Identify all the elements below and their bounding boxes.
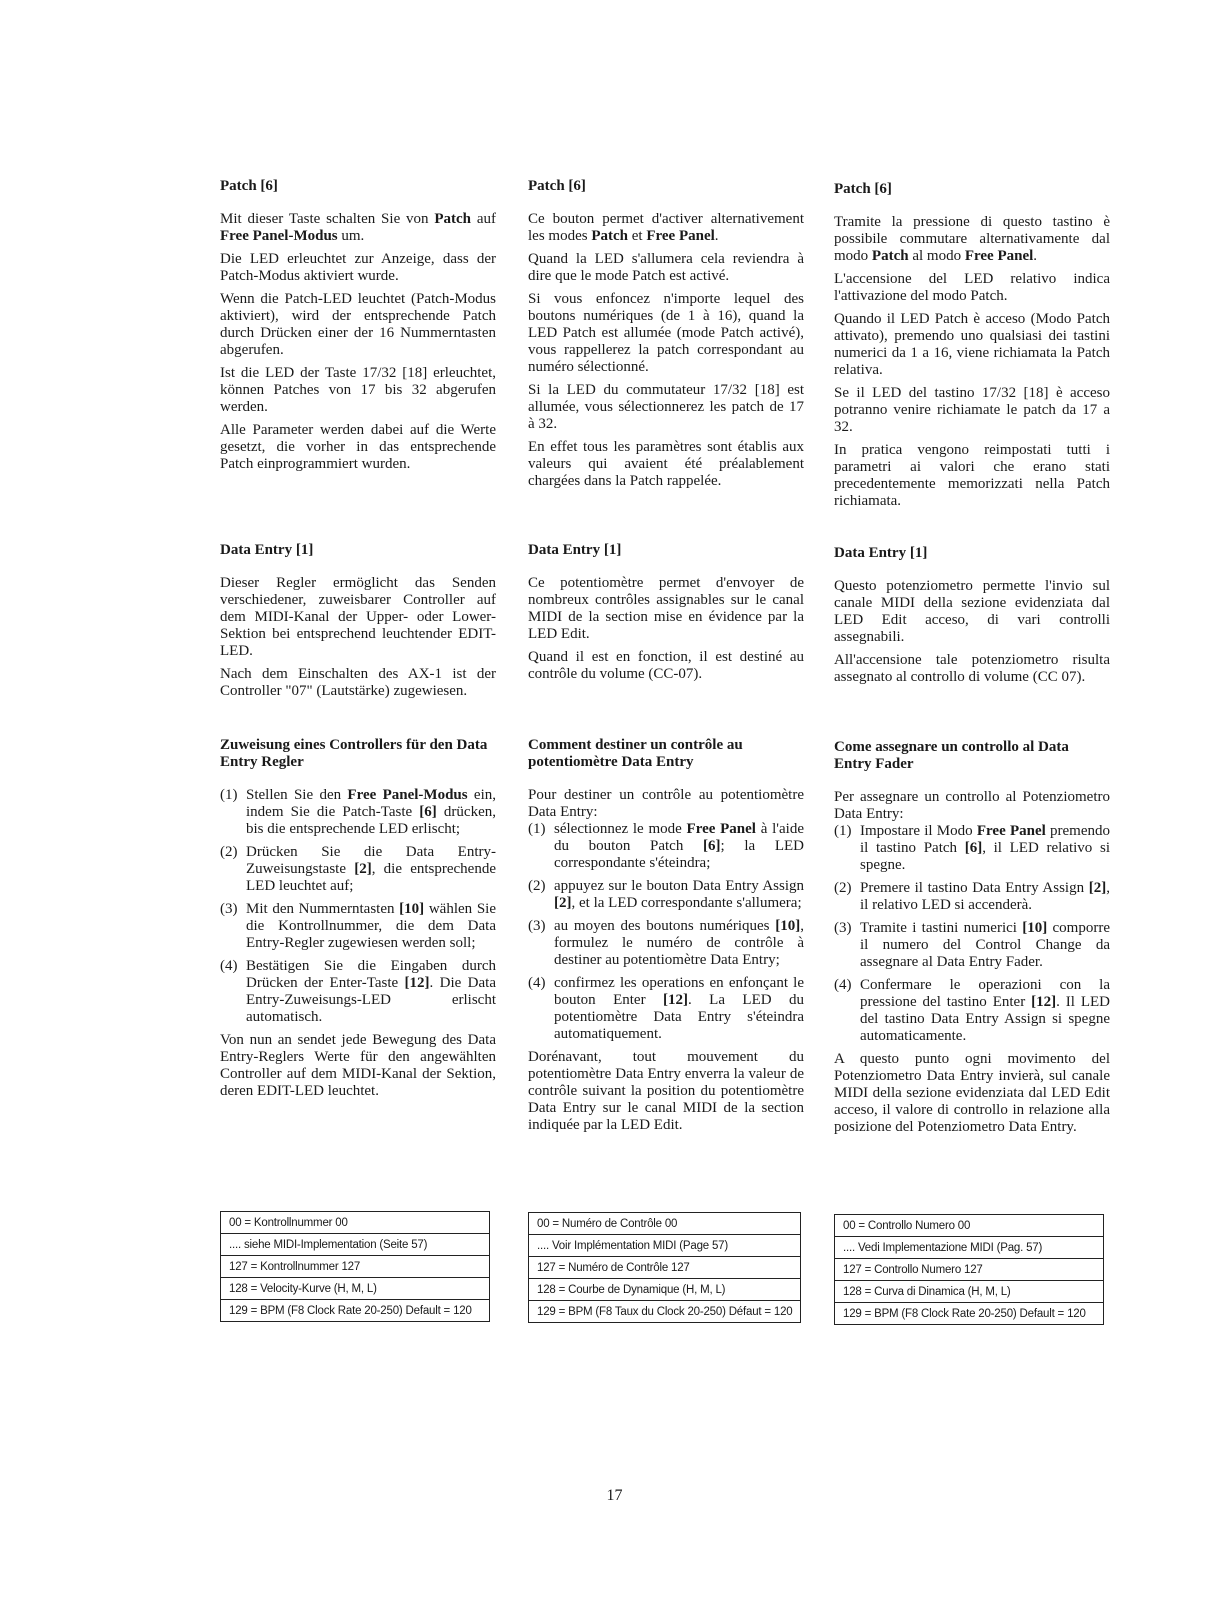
paragraph: Si la LED du commutateur 17/32 [18] est allumée, vous sélectionnerez les patch de 17 à 32. <box>528 382 804 432</box>
section-heading: Patch [6] <box>220 178 278 194</box>
table-cell: .... Vedi Implementazione MIDI (Pag. 57) <box>835 1237 1104 1259</box>
list-item: (4) Confermare le operazioni con la pressione del tastino Enter [12]. Il LED del tastino Data Entry Assign si spegne automaticamente. <box>834 977 1110 1044</box>
list-item: (2) Drücken Sie die Data Entry-Zuweisungstaste [2], die entsprechende LED leuchtet auf; <box>220 844 496 894</box>
data-entry-section <box>220 542 496 706</box>
table-cell: 127 = Numéro de Contrôle 127 <box>529 1257 801 1279</box>
table-cell: 00 = Kontrollnummer 00 <box>221 1212 490 1234</box>
list-item: (3) au moyen des boutons numériques [10], formulez le numéro de contrôle à destiner au potentiomètre Data Entry; <box>528 918 804 968</box>
table-cell: 00 = Numéro de Contrôle 00 <box>529 1213 801 1235</box>
list-item: (1) Stellen Sie den Free Panel-Modus ein, indem Sie die Patch-Taste [6] drücken, bis die entsprechende LED erlischt; <box>220 787 496 837</box>
list-item: (3) Tramite i tastini numerici [10] comporre il numero del Control Change da assegnare al Data Entry Fader. <box>834 920 1110 970</box>
paragraph: Se il LED del tastino 17/32 [18] è acceso potranno venire richiamate le patch da 17 a 32. <box>834 385 1110 435</box>
list-item: (4) Bestätigen Sie die Eingaben durch Drücken der Enter-Taste [12]. Die Data Entry-Zuweisungs-LED erlischt automatisch. <box>220 958 496 1025</box>
list-item: (2) Premere il tastino Data Entry Assign [2], il relativo LED si accenderà. <box>834 880 1110 913</box>
list-item: (1) sélectionnez le mode Free Panel à l'aide du bouton Patch [6]; la LED correspondante s'éteindra; <box>528 821 804 871</box>
list-item: (3) Mit den Nummerntasten [10] wählen Sie die Kontrollnummer, die dem Data Entry-Regler zugewiesen werden soll; <box>220 901 497 951</box>
paragraph: Alle Parameter werden dabei auf die Werte gesetzt, die vorher in das entsprechende Patch einprogrammiert wurden. <box>220 422 496 472</box>
section-heading: Patch [6] <box>834 181 892 197</box>
paragraph: Nach dem Einschalten des AX-1 ist der Controller "07" (Lautstärke) zugewiesen. <box>220 666 496 699</box>
section-heading: Data Entry [1] <box>528 542 622 558</box>
page-number: 17 <box>606 1487 623 1504</box>
paragraph: A questo punto ogni movimento del Potenziometro Data Entry invierà, sul canale MIDI della sezione evidenziata dal LED Edit acceso, il valore di controllo in relazione alla posizione del Potenziometro Data Entry. <box>834 1051 1110 1135</box>
steps-list <box>834 823 1110 1045</box>
patch-section <box>220 178 496 479</box>
table-cell: 129 = BPM (F8 Taux du Clock 20-250) Défaut = 120 <box>529 1301 801 1323</box>
table-cell: 00 = Controllo Numero 00 <box>835 1215 1104 1237</box>
data-entry-section <box>528 542 804 689</box>
section-heading: Zuweisung eines Controllers für den Data Entry Regler <box>220 737 488 770</box>
section-heading: Comment destiner un contrôle au potentiomètre Data Entry <box>528 737 743 770</box>
table-cell: .... siehe MIDI-Implementation (Seite 57) <box>221 1234 490 1256</box>
controller-table <box>220 1211 496 1322</box>
table-cell: 128 = Courbe de Dynamique (H, M, L) <box>529 1279 801 1301</box>
section-heading: Data Entry [1] <box>220 542 314 558</box>
list-item: (4) confirmez les operations en enfonçant le bouton Enter [12]. La LED du potentiomètre Data Entry s'éteindra automatiquement. <box>528 975 804 1042</box>
section-heading: Patch [6] <box>528 178 586 194</box>
paragraph: Questo potenziometro permette l'invio sul canale MIDI della sezione evidenziata dal LED Edit acceso, di vari controlli assegnabili. <box>834 578 1110 645</box>
paragraph: Von nun an sendet jede Bewegung des Data Entry-Reglers Werte für den angewählten Controller auf dem MIDI-Kanal der Sektion, deren EDIT-LED leuchtet. <box>220 1032 496 1099</box>
paragraph: Tramite la pressione di questo tastino è possibile commutare alternativamente dal modo Patch al modo Free Panel. <box>834 214 1110 264</box>
paragraph: Quand la LED s'allumera cela reviendra à dire que le mode Patch est activé. <box>528 251 804 284</box>
paragraph: Quand il est en fonction, il est destiné au contrôle du volume (CC-07). <box>528 649 804 682</box>
paragraph: Ce bouton permet d'activer alternativement les modes Patch et Free Panel. <box>528 211 804 244</box>
steps-list <box>220 787 496 1026</box>
section-heading: Data Entry [1] <box>834 545 928 561</box>
paragraph: Quando il LED Patch è acceso (Modo Patch attivato), premendo uno qualsiasi dei tastini numerici da 1 a 16, viene richiamata la Patch relativa. <box>834 311 1110 378</box>
list-item: (2) appuyez sur le bouton Data Entry Assign [2], et la LED correspondante s'allumera; <box>528 878 804 911</box>
paragraph: Per assegnare un controllo al Potenziometro Data Entry: <box>834 789 1110 822</box>
patch-section <box>528 178 804 496</box>
paragraph: Mit dieser Taste schalten Sie von Patch auf Free Panel-Modus um. <box>220 211 496 244</box>
section-heading: Come assegnare un controllo al Data Entry Fader <box>834 739 1069 772</box>
paragraph: En effet tous les paramètres sont établis aux valeurs qui avaient été préalablement chargées dans la Patch rappelée. <box>528 439 804 489</box>
controller-table <box>834 1214 1110 1325</box>
paragraph: All'accensione tale potenziometro risulta assegnato al controllo di volume (CC 07). <box>834 652 1110 685</box>
assign-section <box>528 737 804 1140</box>
table-cell: 127 = Controllo Numero 127 <box>835 1259 1104 1281</box>
table-cell: 127 = Kontrollnummer 127 <box>221 1256 490 1278</box>
paragraph: Ce potentiomètre permet d'envoyer de nombreux contrôles assignables sur le canal MIDI de la section mise en évidence par la LED Edit. <box>528 575 804 642</box>
paragraph: Dorénavant, tout mouvement du potentiomètre Data Entry enverra la valeur de contrôle suivant la position du potentiomètre Data Entry sur le canal MIDI de la section indiquée par la LED Edit. <box>528 1049 804 1133</box>
paragraph: Dieser Regler ermöglicht das Senden verschiedener, zuweisbarer Controller auf dem MIDI-Kanal der Upper- oder Lower-Sektion bei entsprechend leuchtender EDIT-LED. <box>220 575 496 659</box>
controller-table <box>528 1212 804 1323</box>
paragraph: Pour destiner un contrôle au potentiomètre Data Entry: <box>528 787 804 820</box>
paragraph: Si vous enfoncez n'importe lequel des boutons numériques (de 1 à 16), quand la LED Patch est allumée (mode Patch activé), vous rappellerez la patch correspondant au numéro sélectionné. <box>528 291 804 375</box>
paragraph: Ist die LED der Taste 17/32 [18] erleuchtet, können Patches von 17 bis 32 abgerufen werden. <box>220 365 496 415</box>
steps-list <box>528 821 804 1043</box>
paragraph: Wenn die Patch-LED leuchtet (Patch-Modus aktiviert), wird der entsprechende Patch durch Drücken einer der 16 Nummerntasten abgerufen. <box>220 291 496 358</box>
table-cell: 128 = Curva di Dinamica (H, M, L) <box>835 1281 1104 1303</box>
list-item: (1) Impostare il Modo Free Panel premendo il tastino Patch [6], il LED relativo si spegne. <box>834 823 1111 873</box>
table-cell: 129 = BPM (F8 Clock Rate 20-250) Default = 120 <box>221 1300 490 1322</box>
table-cell: 129 = BPM (F8 Clock Rate 20-250) Default = 120 <box>835 1303 1104 1325</box>
paragraph: L'accensione del LED relativo indica l'attivazione del modo Patch. <box>834 271 1110 304</box>
patch-section <box>834 181 1110 516</box>
assign-section <box>220 737 496 1106</box>
table-cell: .... Voir Implémentation MIDI (Page 57) <box>529 1235 801 1257</box>
paragraph: Die LED erleuchtet zur Anzeige, dass der Patch-Modus aktiviert wurde. <box>220 251 496 284</box>
paragraph: In pratica vengono reimpostati tutti i parametri ai valori che erano stati precedentemente memorizzati nella Patch richiamata. <box>834 442 1110 509</box>
assign-section <box>834 739 1110 1142</box>
table-cell: 128 = Velocity-Kurve (H, M, L) <box>221 1278 490 1300</box>
data-entry-section <box>834 545 1110 692</box>
